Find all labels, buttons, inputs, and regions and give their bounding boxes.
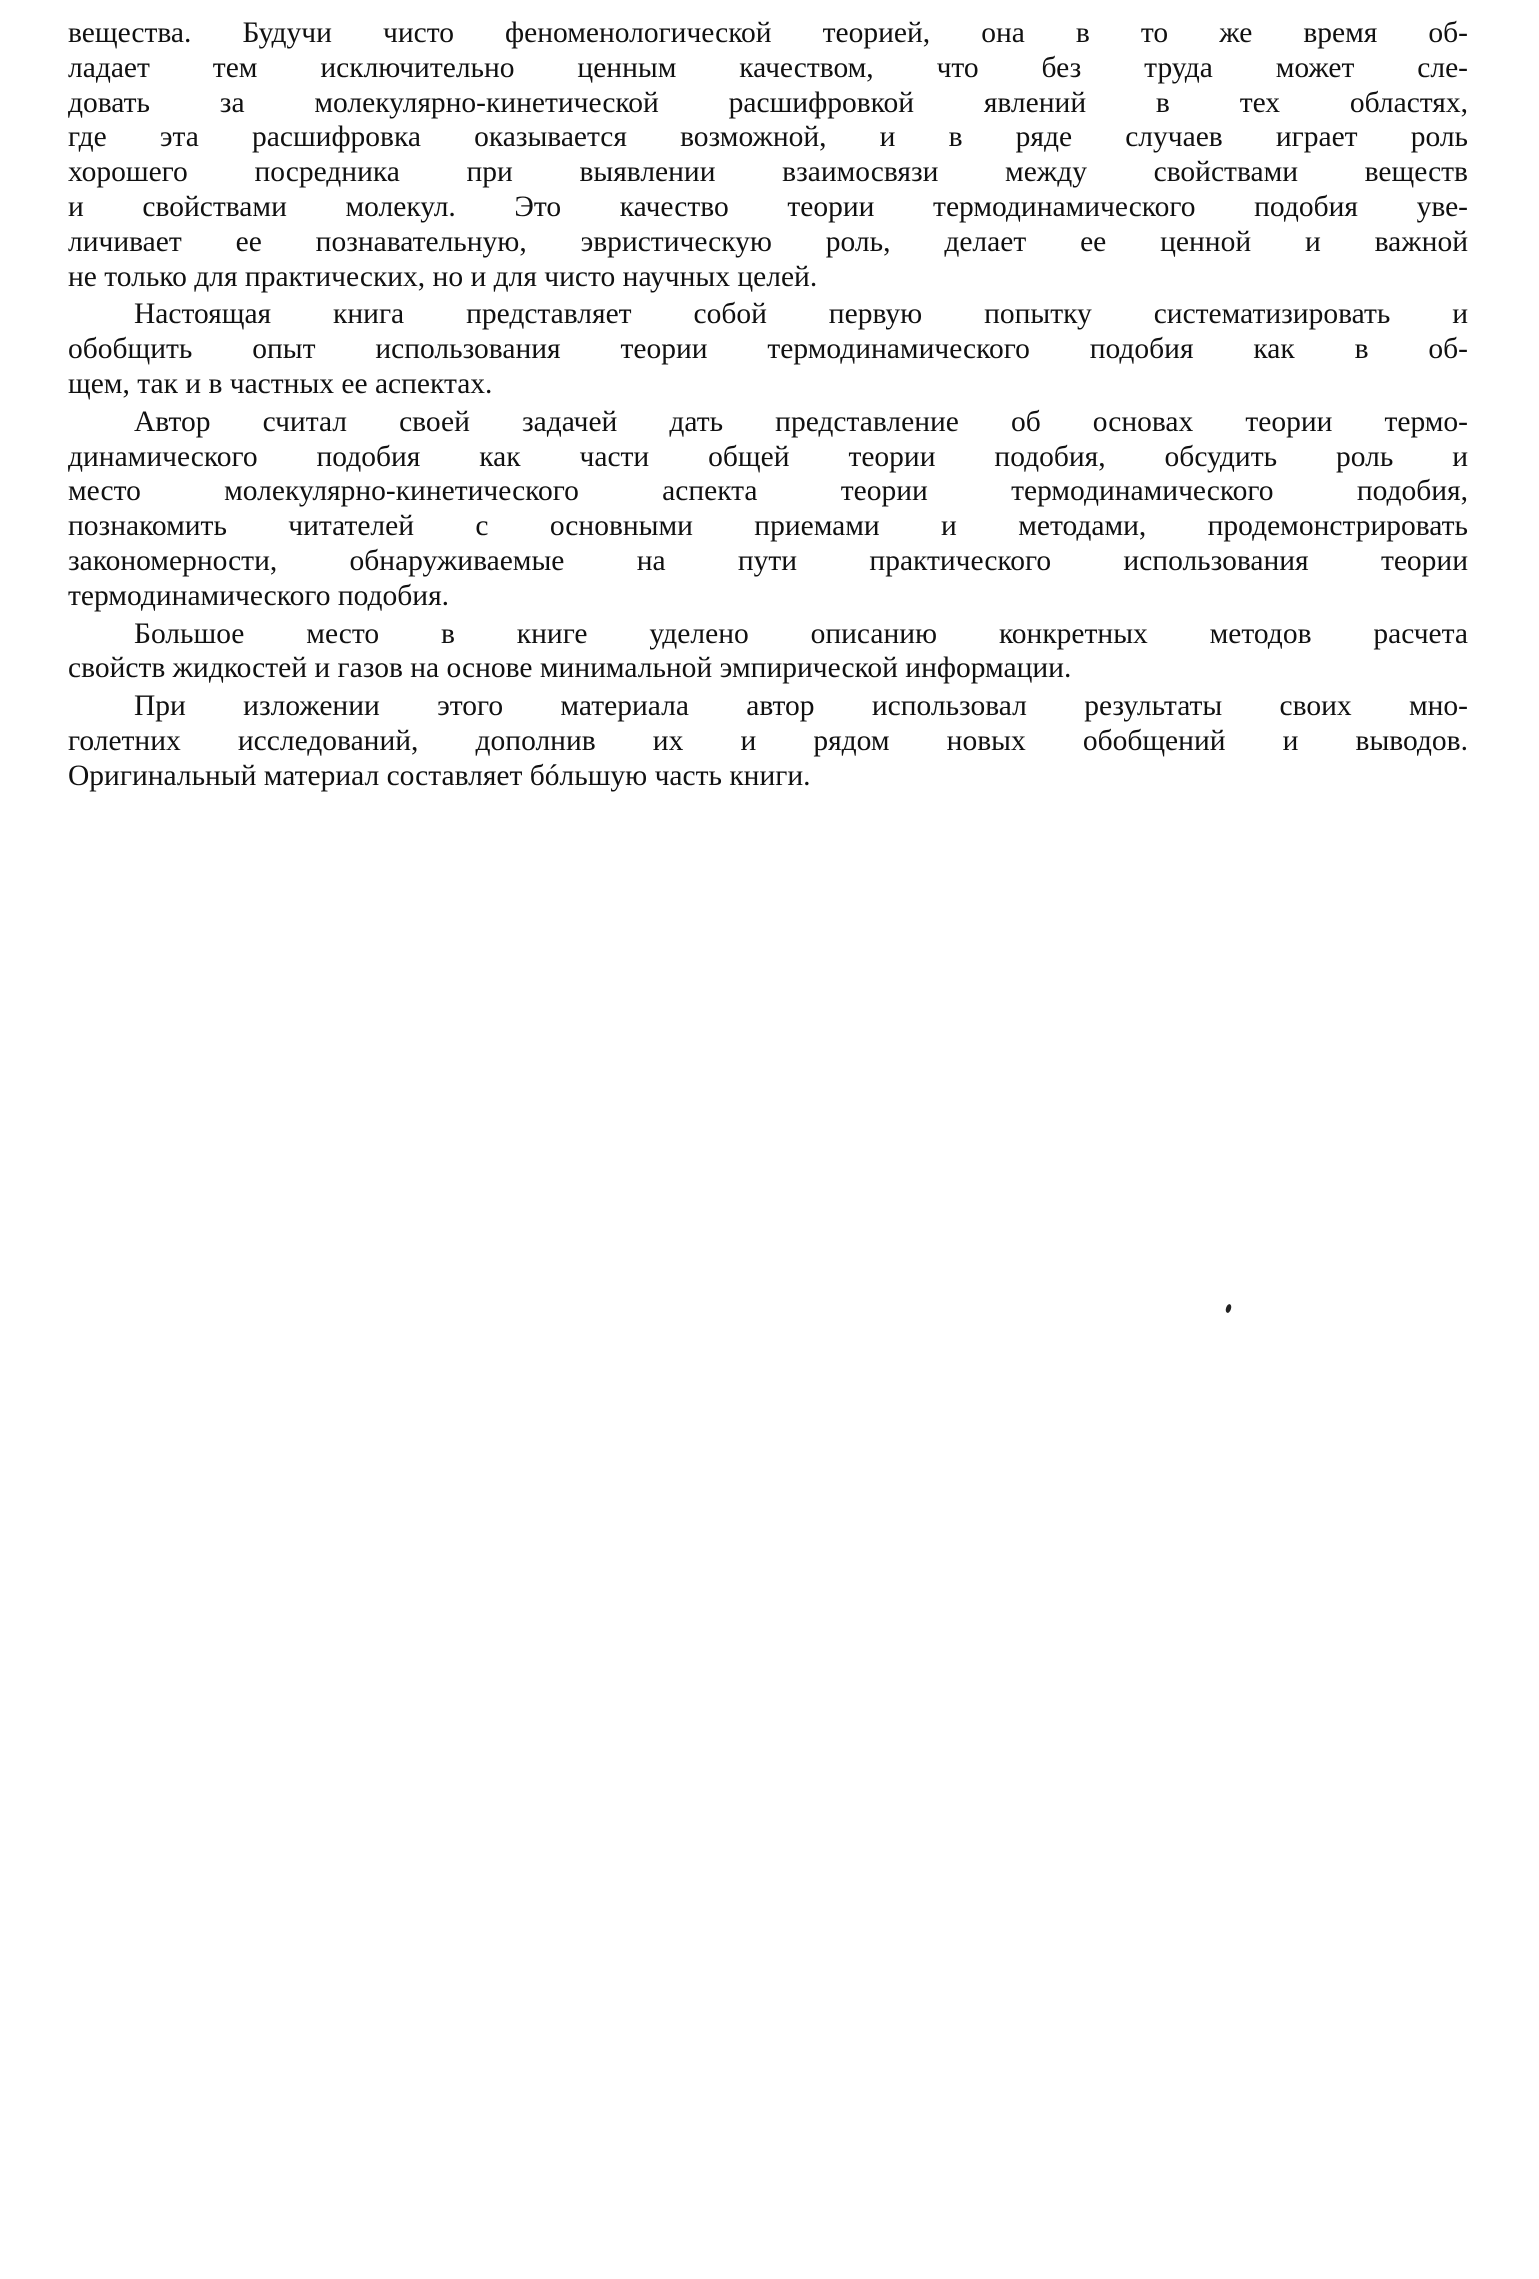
text-line: хорошего посредника при выявлении взаимосвязи между свойствами веществ <box>68 156 1468 189</box>
paragraph-1 <box>68 16 1468 294</box>
scan-speck <box>1225 1303 1233 1313</box>
text-line: обобщить опыт использования теории термодинамического подобия как в об- <box>68 333 1468 366</box>
text-line: познакомить читателей с основными приемами и методами, продемонстрировать <box>68 510 1468 543</box>
text-line: и свойствами молекул. Это качество теории термодинамического подобия уве- <box>68 190 1468 223</box>
text-line: не только для практических, но и для чисто научных целей. <box>68 260 818 293</box>
text-line: При изложении этого материала автор использовал результаты своих мно- <box>134 690 1468 723</box>
text-line: довать за молекулярно-кинетической расшифровкой явлений в тех областях, <box>68 86 1468 119</box>
text-line: Настоящая книга представляет собой первую попытку систематизировать и <box>134 298 1468 331</box>
text-line: термодинамического подобия. <box>68 579 450 612</box>
text-line: ладает тем исключительно ценным качеством, что без труда может сле- <box>68 51 1468 84</box>
text-line: место молекулярно-кинетического аспекта теории термодинамического подобия, <box>68 475 1468 508</box>
text-line: закономерности, обнаруживаемые на пути практического использования теории <box>68 544 1468 577</box>
text-line: где эта расшифровка оказывается возможной, и в ряде случаев играет роль <box>68 121 1468 154</box>
paragraph-4 <box>68 617 1468 687</box>
text-line: щем, так и в частных ее аспектах. <box>68 367 493 400</box>
paragraph-2 <box>68 297 1468 401</box>
text-line: голетних исследований, дополнив их и рядом новых обобщений и выводов. <box>68 724 1468 757</box>
text-line: личивает ее познавательную, эвристическую роль, делает ее ценной и важной <box>68 225 1468 258</box>
text-line: свойств жидкостей и газов на основе минимальной эмпирической информации. <box>68 652 1072 685</box>
text-line: динамического подобия как части общей теории подобия, обсудить роль и <box>68 440 1468 473</box>
paragraph-3 <box>68 405 1468 614</box>
text-line: Большое место в книге уделено описанию конкретных методов расчета <box>134 617 1468 650</box>
text-line: Автор считал своей задачей дать представление об основах теории термо- <box>134 405 1468 438</box>
text-line: Оригинальный материал составляет бóльшую часть книги. <box>68 759 811 792</box>
document-page <box>68 16 1468 794</box>
text-line: вещества. Будучи чисто феноменологической теорией, она в то же время об- <box>68 17 1468 49</box>
paragraph-5 <box>68 689 1468 793</box>
